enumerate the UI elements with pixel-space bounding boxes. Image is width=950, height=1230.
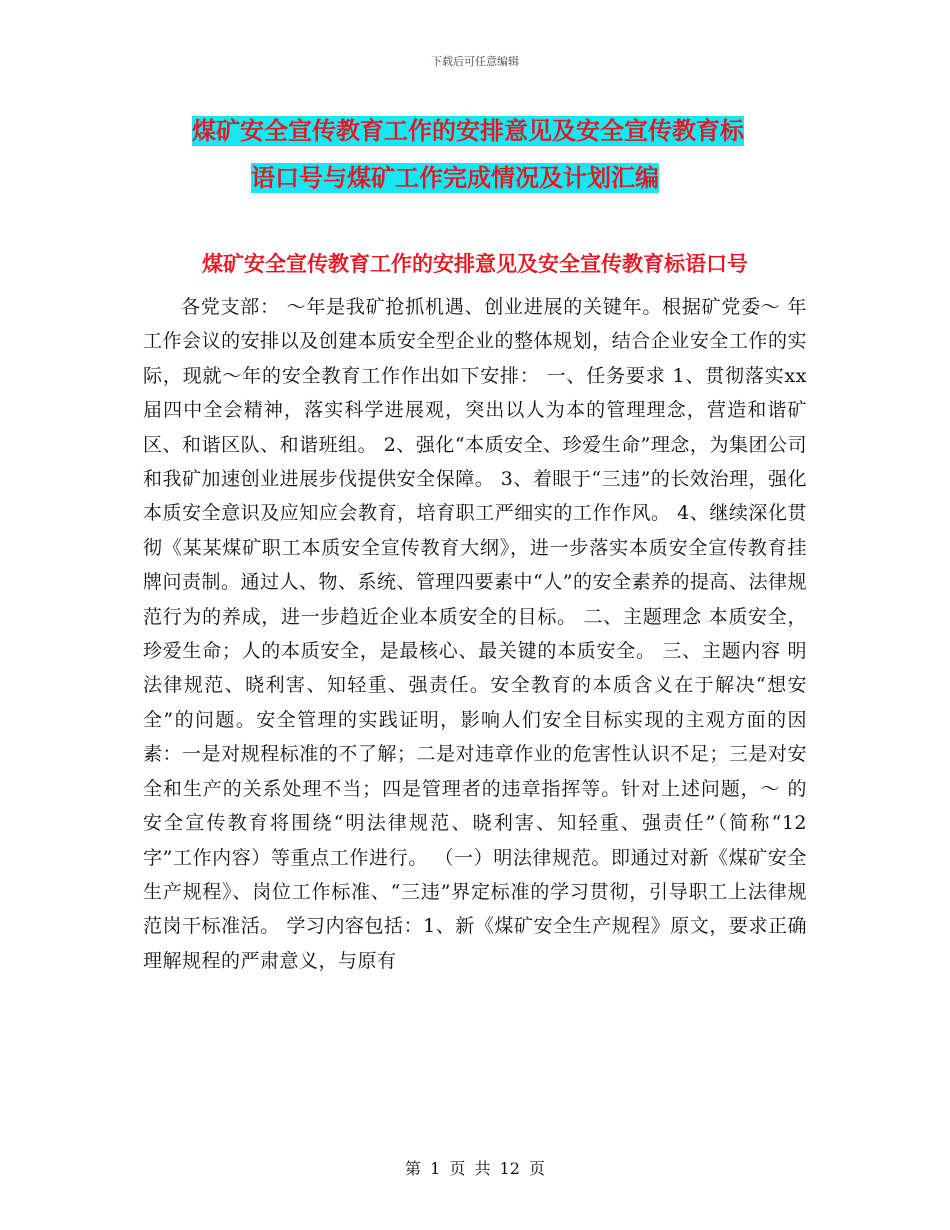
document-title [140,108,810,202]
page-header-note: 下载后可任意编辑 [431,55,519,68]
page-number-footer: 第 1 页 共 12 页 [405,1159,545,1178]
body-paragraph: 各党支部： ～年是我矿抢抓机遇、创业进展的关键年。根据矿党委～ 年工作会议的安排以及创建本质安全型企业的整体规划，结合企业安全工作的实际，现就～年的安全教育工作作出如下安排： 一、任务要求 1、贯彻落实xx届四中全会精神，落实科学进展观，突出以人为本的管理理念，营造和谐矿区、和谐区队、和谐班组。 2、强化“本质安全、珍爱生命”理念，为集团公司和我矿加速创业进展步伐提供安全保障。 3、着眼于“三违”的长效治理，强化本质安全意识及应知应会教育，培育职工严细实的工作作风。 4、继续深化贯彻《某某煤矿职工本质安全宣传教育大纲》，进一步落实本质安全宣传教育挂牌问责制。通过人、物、系统、管理四要素中“人”的安全素养的提高、法律规范行为的养成，进一步趋近企业本质安全的目标。 二、主题理念 本质安全，珍爱生命；人的本质安全，是最核心、最关键的本质安全。 三、主题内容 明法律规范、晓利害、知轻重、强责任。安全教育的本质含义在于解决“想安全”的问题。安全管理的实践证明，影响人们安全目标实现的主观方面的因素：一是对规程标准的不了解；二是对违章作业的危害性认识不足；三是对安全和生产的关系处理不当；四是管理者的违章指挥等。针对上述问题，～ 的安全宣传教育将围绕“明法律规范、晓利害、知轻重、强责任”（简称“12 字”工作内容）等重点工作进行。 （一）明法律规范。即通过对新《煤矿安全生产规程》、岗位工作标准、“三违”界定标准的学习贯彻，引导职工上法律规范岗干标准活。 学习内容包括：1、新《煤矿安全生产规程》原文，要求正确理解规程的严肃意义，与原有 [143,296,807,972]
section-subtitle: 煤矿安全宣传教育工作的安排意见及安全宣传教育标语口号 [202,252,748,276]
document-title-line-1: 煤矿安全宣传教育工作的安排意见及安全宣传教育标 [192,117,744,145]
document-title-line-2: 语口号与煤矿工作完成情况及计划汇编 [251,164,659,192]
